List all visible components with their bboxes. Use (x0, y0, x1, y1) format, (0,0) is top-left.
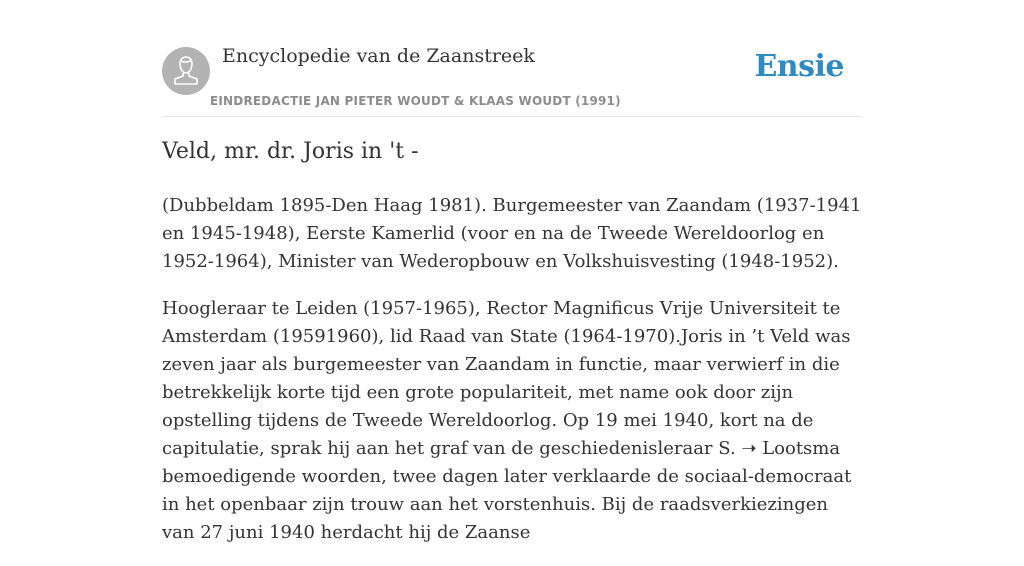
article-title: Veld, mr. dr. Joris in 't - (162, 139, 419, 164)
user-silhouette-icon (162, 47, 210, 95)
publication-header (162, 0, 862, 117)
article-body (162, 192, 862, 566)
article-paragraph: (Dubbeldam 1895-Den Haag 1981). Burgemeester van Zaandam (1937-1941 en 1945-1948), Eerste Kamerlid (voor en na de Tweede Wereldoorlog en 1952-1964), Minister van Wederopbouw en Volkshuisvesting (1948-1952). (162, 195, 862, 272)
article-paragraph: Hoogleraar te Leiden (1957-1965), Rector Magnificus Vrije Universiteit te Amsterdam (19591960), lid Raad van State (1964-1970).Joris in ’t Veld was zeven jaar als burgemeester van Zaandam in functie, maar verwierf in die betrekkelijk korte tijd een grote populariteit, met name ook door zijn opstelling tijdens de Tweede Wereldoorlog. Op 19 mei 1940, kort na de capitulatie, sprak hij aan het graf van de geschiedenisleraar S. ➝ Lootsma bemoedigende woorden, twee dagen later verklaarde de sociaal-democraat in het openbaar zijn trouw aan het vorstenhuis. Bij de raadsverkiezingen van 27 juni 1940 herdacht hij de Zaanse (162, 298, 852, 543)
publication-title[interactable]: Encyclopedie van de Zaanstreek (222, 45, 535, 67)
publication-subtitle: EINDREDACTIE JAN PIETER WOUDT & KLAAS WOUDT (1991) (210, 94, 621, 108)
publication-avatar[interactable] (162, 47, 210, 95)
page (162, 0, 862, 543)
ensie-logo[interactable]: Ensie (754, 49, 844, 84)
